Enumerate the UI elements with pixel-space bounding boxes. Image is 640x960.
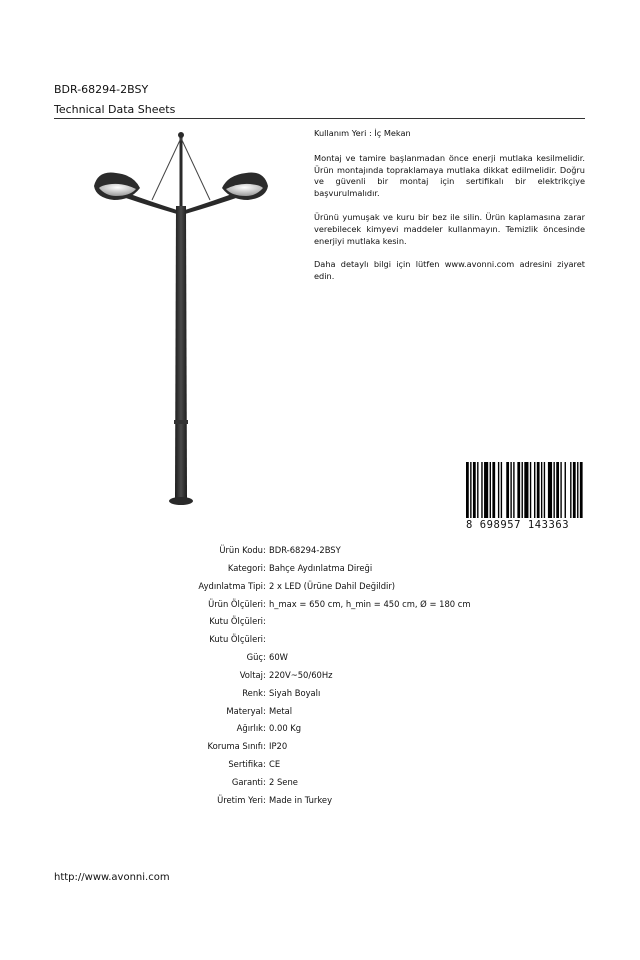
barcode-bar xyxy=(470,462,471,518)
barcode-bar xyxy=(513,462,514,518)
barcode-bar xyxy=(556,462,559,518)
spec-colon: : xyxy=(263,652,266,663)
barcode-bar xyxy=(510,462,511,518)
spec-value: IP20 xyxy=(269,741,288,752)
spec-row xyxy=(54,599,585,617)
spec-value: Made in Turkey xyxy=(269,794,333,805)
spec-value: 220V~50/60Hz xyxy=(269,669,333,680)
spec-label: Sertifika xyxy=(228,759,263,770)
barcode-bar xyxy=(548,462,552,518)
barcode-bar xyxy=(560,462,561,518)
barcode-bar xyxy=(565,462,566,518)
spec-colon: : xyxy=(263,723,266,734)
spec-colon: : xyxy=(263,669,266,680)
spec-row xyxy=(54,723,585,741)
spec-label: Ürün Ölçüleri xyxy=(208,598,263,609)
info-panel xyxy=(314,128,585,283)
header-product-code: BDR-68294-2BSY xyxy=(54,83,149,96)
spec-row xyxy=(54,545,585,563)
spec-label: Ağırlık xyxy=(236,723,263,734)
spec-row xyxy=(54,563,585,581)
safety-notice: Montaj ve tamire başlanmadan önce enerji mutlaka kesilmelidir. Ürün montajında topraklamaya mutlaka dikkat edilmelidir. Doğru ve güvenli bir montaj için sertifikalı bir elektrikçiye başvurulmalıdır. xyxy=(314,152,585,199)
header-subtitle: Technical Data Sheets xyxy=(54,103,176,116)
spec-row xyxy=(54,616,585,634)
barcode-bar xyxy=(537,462,540,518)
spec-row xyxy=(54,795,585,813)
barcode-bar xyxy=(473,462,476,518)
spec-label: Voltaj xyxy=(239,669,263,680)
spec-label: Üretim Yeri xyxy=(217,794,263,805)
barcode-bar xyxy=(498,462,499,518)
barcode xyxy=(466,462,584,534)
spec-colon: : xyxy=(263,562,266,573)
barcode-bar xyxy=(517,462,520,518)
barcode-bar xyxy=(481,462,482,518)
spec-value: Siyah Boyalı xyxy=(269,687,321,698)
barcode-bar xyxy=(466,462,469,518)
spec-value: Bahçe Aydınlatma Direği xyxy=(269,562,373,573)
barcode-bar xyxy=(553,462,554,518)
barcode-bar xyxy=(541,462,542,518)
spec-colon: : xyxy=(263,776,266,787)
spec-value: h_max = 650 cm, h_min = 450 cm, Ø = 180 cm xyxy=(269,598,471,609)
spec-label: Materyal xyxy=(226,705,263,716)
barcode-bar xyxy=(484,462,488,518)
spec-label: Garanti xyxy=(231,776,263,787)
usage-location: Kullanım Yeri : İç Mekan xyxy=(314,128,411,138)
product-image xyxy=(86,128,276,514)
cleaning-notice: Ürünü yumuşak ve kuru bir bez ile silin. Ürün kaplamasına zarar verebilecek kimyevi maddeler kullanmayın. Temizlik öncesinde enerjiyi mutlaka kesin. xyxy=(314,211,585,246)
spec-value: 0.00 Kg xyxy=(269,723,302,734)
barcode-bar xyxy=(501,462,502,518)
spec-label: Kutu Ölçüleri xyxy=(209,634,263,645)
barcode-bar xyxy=(534,462,535,518)
barcode-bar xyxy=(522,462,523,518)
spec-row xyxy=(54,652,585,670)
spec-table xyxy=(54,545,585,813)
barcode-bar xyxy=(492,462,495,518)
barcode-bar xyxy=(530,462,531,518)
spec-row xyxy=(54,581,585,599)
spec-colon: : xyxy=(263,545,266,555)
spec-value: Metal xyxy=(269,705,293,716)
spec-row xyxy=(54,777,585,795)
spec-row xyxy=(54,706,585,724)
barcode-bar xyxy=(580,462,583,518)
footer-url[interactable]: http://www.avonni.com xyxy=(54,872,170,883)
barcode-bar xyxy=(544,462,545,518)
spec-value: 2 x LED (Ürüne Dahil Değildir) xyxy=(269,580,396,591)
spec-label: Koruma Sınıfı xyxy=(207,741,263,752)
spec-colon: : xyxy=(263,634,266,645)
spec-label: Güç xyxy=(246,652,263,663)
barcode-bar xyxy=(577,462,578,518)
spec-colon: : xyxy=(263,580,266,591)
spec-colon: : xyxy=(263,759,266,770)
spec-row xyxy=(54,741,585,759)
spec-label: Kutu Ölçüleri xyxy=(209,616,263,627)
barcode-bar xyxy=(490,462,491,518)
spec-colon: : xyxy=(263,794,266,805)
spec-label: Kategori xyxy=(227,562,263,573)
spec-value: 60W xyxy=(269,652,288,663)
website-notice: Daha detaylı bilgi için lütfen www.avonni.com adresini ziyaret edin. xyxy=(314,259,585,282)
barcode-bar xyxy=(570,462,571,518)
barcode-bar xyxy=(477,462,478,518)
spec-row xyxy=(54,634,585,652)
spec-label: Aydınlatma Tipi xyxy=(198,580,263,591)
barcode-bar xyxy=(524,462,528,518)
barcode-digits: 8 698957 143363 xyxy=(466,519,570,531)
spec-label: Ürün Kodu xyxy=(219,545,263,555)
spec-colon: : xyxy=(263,687,266,698)
header-divider xyxy=(54,118,585,119)
spec-value: BDR-68294-2BSY xyxy=(269,545,341,555)
spec-colon: : xyxy=(263,616,266,627)
spec-colon: : xyxy=(263,705,266,716)
spec-row xyxy=(54,759,585,777)
spec-value: 2 Sene xyxy=(269,776,298,787)
spec-colon: : xyxy=(263,741,266,752)
spec-row xyxy=(54,670,585,688)
spec-label: Renk xyxy=(242,687,263,698)
barcode-bar xyxy=(506,462,509,518)
barcode-bar xyxy=(573,462,576,518)
spec-value: CE xyxy=(269,759,281,770)
spec-row xyxy=(54,688,585,706)
spec-colon: : xyxy=(263,598,266,609)
